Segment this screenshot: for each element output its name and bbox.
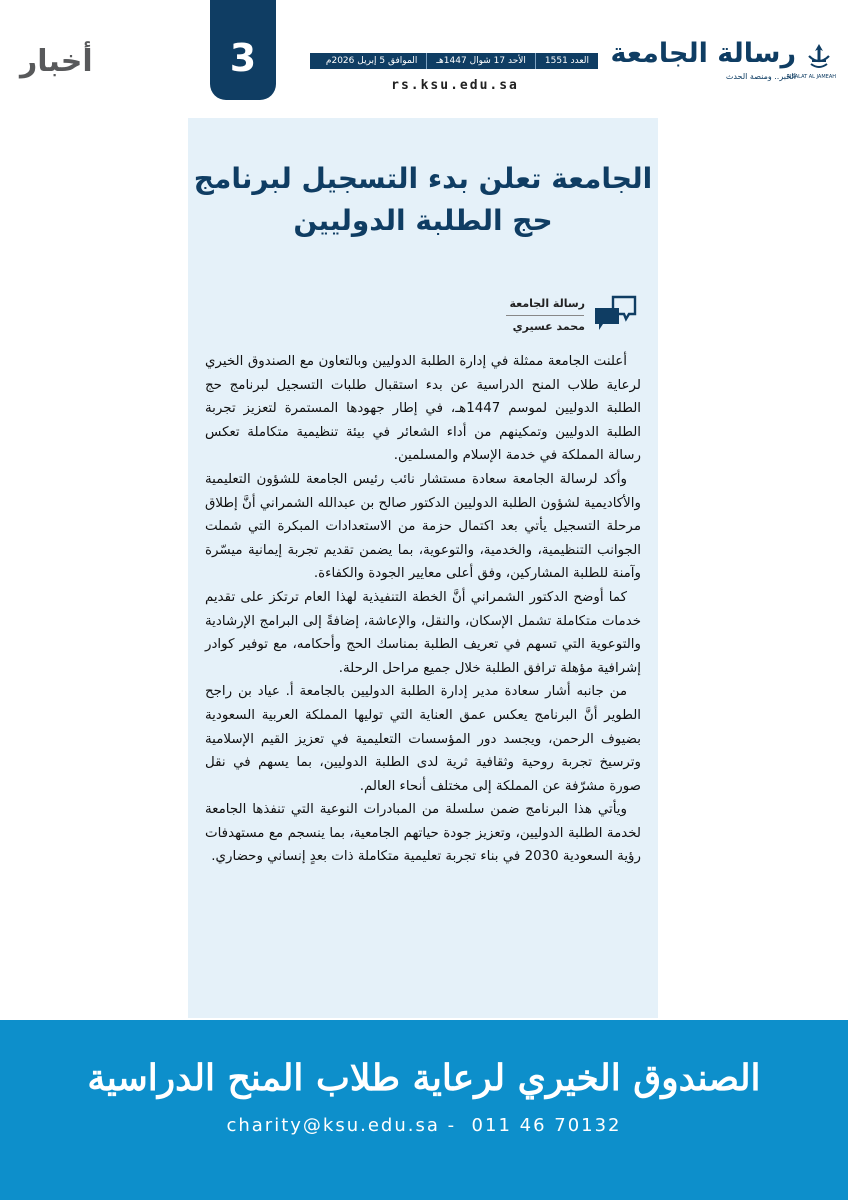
speech-bubbles-icon <box>591 294 639 334</box>
article-paragraph: كما أوضح الدكتور الشمراني أنَّ الخطة التنفيذية لهذا العام ترتكز على تقديم خدمات متكاملة تشمل الإسكان، والنقل، والإعاشة، إضافةً إلى البرامج الإرشادية والتوعوية التي تسهم في تعريف الطلبة بمناسك الحج وأحكامه، مع توفير كوادر إشرافية مؤهلة ترافق الطلبة خلال جميع مراحل الرحلة. <box>205 589 641 676</box>
article-body <box>205 350 641 869</box>
byline-divider <box>506 315 584 316</box>
section-label: أخبار <box>20 44 93 79</box>
article-card <box>188 118 658 1018</box>
article-paragraph: ويأتي هذا البرنامج ضمن سلسلة من المبادرات النوعية التي تنفذها الجامعة لخدمة الطلبة الدوليين، وتعزيز جودة حياتهم الجامعية، بما ينسجم مع مستهدفات رؤية السعودية 2030 في بناء تجربة تعليمية متكاملة ذات بعدٍ إنساني وحضاري. <box>205 802 641 865</box>
article-author: محمد عسيري <box>512 320 585 333</box>
gregorian-date: الموافق 5 إبريل 2026م <box>325 56 418 66</box>
newspaper-logo[interactable] <box>610 38 836 88</box>
banner-contact-info[interactable]: charity@ksu.edu.sa - 011 46 70132 <box>226 1115 622 1136</box>
page-number: 3 <box>229 36 257 80</box>
site-url[interactable]: rs.ksu.edu.sa <box>391 78 519 93</box>
logo-name-en: RISALAT AL JAMEAH <box>786 74 836 80</box>
article-paragraph: وأكد لرسالة الجامعة سعادة مستشار نائب رئيس الجامعة للشؤون التعليمية والأكاديمية لشؤون الطلبة الدوليين الدكتور صالح بن عبدالله الشمراني أنَّ إطلاق مرحلة التسجيل يأتي بعد اكتمال حزمة من الاستعدادات المبكرة التي شملت الجوانب التنظيمية، والخدمية، والتوعوية، بما يضمن تقديم تجربة إيمانية ميسّرة وآمنة للطلبة المشاركين، وفق أعلى معايير الجودة والكفاءة. <box>205 471 641 582</box>
charity-fund-banner <box>0 1020 848 1200</box>
banner-calligraphy-title: الصندوق الخيري لرعاية طلاب المنح الدراسية <box>87 1057 761 1099</box>
issue-meta-bar <box>310 53 598 69</box>
ksu-emblem-icon <box>804 42 834 72</box>
article-paragraph: من جانبه أشار سعادة مدير إدارة الطلبة الدوليين بالجامعة أ. عياد بن راجح الطوير أنَّ البرنامج يعكس عمق العناية التي توليها المملكة العربية السعودية بضيوف الرحمن، ويجسد دور المؤسسات التعليمية في تعزيز القيم الإسلامية وترسيخ تجربة روحية وثقافية ثرية لدى الطلبة الدوليين، بما يسهم في نقل صورة مشرّفة عن المملكة إلى مختلف أنحاء العالم. <box>205 684 641 794</box>
logo-title: رسالة الجامعة <box>610 38 796 69</box>
issue-number: العدد 1551 <box>535 53 598 69</box>
article-source: رسالة الجامعة <box>509 297 585 310</box>
article-headline: الجامعة تعلن بدء التسجيل لبرنامج حج الطلبة الدوليين <box>193 162 653 237</box>
article-paragraph: أعلنت الجامعة ممثلة في إدارة الطلبة الدوليين وبالتعاون مع الصندوق الخيري لرعاية طلاب المنح الدراسية عن بدء استقبال طلبات التسجيل لبرنامج حج الطلبة الدوليين لموسم 1447هـ، في إطار جهودها المستمرة لتعزيز تجربة الطلبة الدوليين وتمكينهم من أداء الشعائر في بيئة تنظيمية متكاملة تعكس رسالة المملكة في خدمة الإسلام والمسلمين. <box>205 354 641 464</box>
logo-tagline: الخبر.. ومنصة الحدث <box>725 72 796 81</box>
hijri-date: الأحد 17 شوال 1447هـ <box>426 53 535 69</box>
